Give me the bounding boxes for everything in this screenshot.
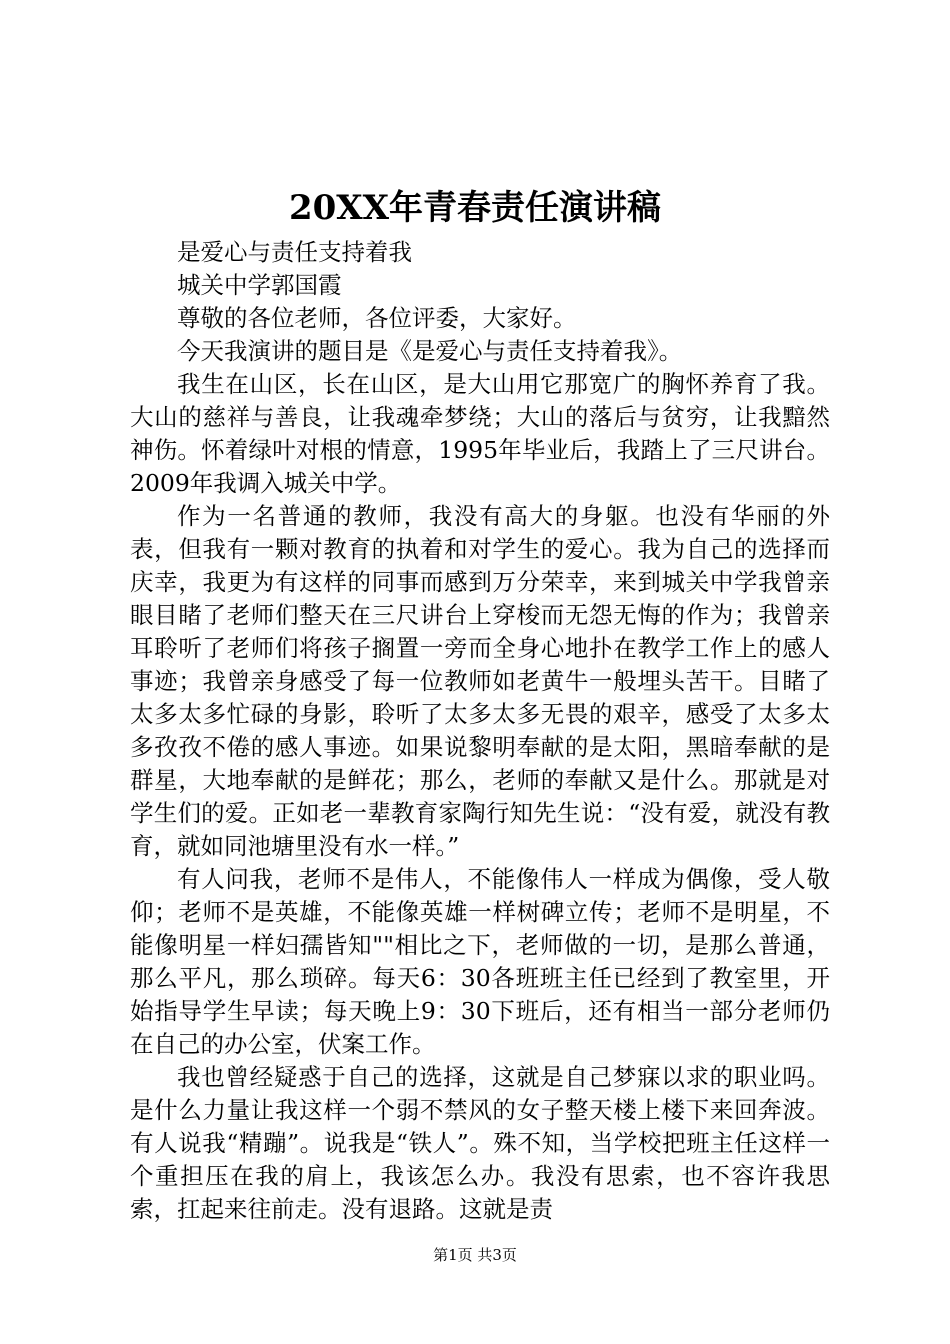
document-body <box>130 236 830 1226</box>
body-paragraph: 我也曾经疑惑于自己的选择，这就是自己梦寐以求的职业吗。是什么力量让我这样一个弱不禁风的女子整天楼上楼下来回奔波。有人说我“精蹦”。说我是“铁人”。殊不知，当学校把班主任这样一个重担压在我的肩上，我该怎么办。我没有思索，也不容许我思索，扛起来往前走。没有退路。这就是责 <box>130 1063 830 1223</box>
body-paragraph: 我生在山区，长在山区，是大山用它那宽广的胸怀养育了我。大山的慈祥与善良，让我魂牵梦绕；大山的落后与贫穷，让我黯然神伤。怀着绿叶对根的情意，1995年毕业后，我踏上了三尺讲台。2009年我调入城关中学。 <box>130 370 830 497</box>
document-title: 20XX年青春责任演讲稿 <box>288 188 662 228</box>
body-paragraph: 作为一名普通的教师，我没有高大的身躯。也没有华丽的外表，但我有一颗对教育的执着和对学生的爱心。我为自己的选择而庆幸，我更为有这样的同事而感到万分荣幸，来到城关中学我曾亲眼目睹了老师们整天在三尺讲台上穿梭而无怨无悔的作为；我曾亲耳聆听了老师们将孩子搁置一旁而全身心地扑在教学工作上的感人事迹；我曾亲身感受了每一位教师如老黄牛一般埋头苦干。目睹了太多太多忙碌的身影，聆听了太多太多无畏的艰辛，感受了太多太多孜孜不倦的感人事迹。如果说黎明奉献的是太阳，黑暗奉献的是群星，大地奉献的是鲜花；那么，老师的奉献又是什么。那就是对学生们的爱。正如老一辈教育家陶行知先生说：“没有爱，就没有教育，就如同池塘里没有水一样。” <box>130 502 830 860</box>
speaker-name: 城关中学郭国霞 <box>177 271 342 299</box>
body-paragraph: 有人问我，老师不是伟人，不能像伟人一样成为偶像，受人敬仰；老师不是英雄，不能像英雄一样树碑立传；老师不是明星，不能像明星一样妇孺皆知""相比之下，老师做的一切，是那么普通，那么平凡，那么琐碎。每天6：30各班班主任已经到了教室里，开始指导学生早读；每天晚上9：30下班后，还有相当一部分老师仍在自己的办公室，伏案工作。 <box>130 865 830 1058</box>
greeting-paragraph: 尊敬的各位老师，各位评委，大家好。 <box>177 304 577 332</box>
speech-subtitle: 是爱心与责任支持着我 <box>177 238 412 266</box>
page-footer: 第1页 共3页 <box>433 1246 517 1264</box>
topic-paragraph: 今天我演讲的题目是《是爱心与责任支持着我》。 <box>177 337 683 365</box>
